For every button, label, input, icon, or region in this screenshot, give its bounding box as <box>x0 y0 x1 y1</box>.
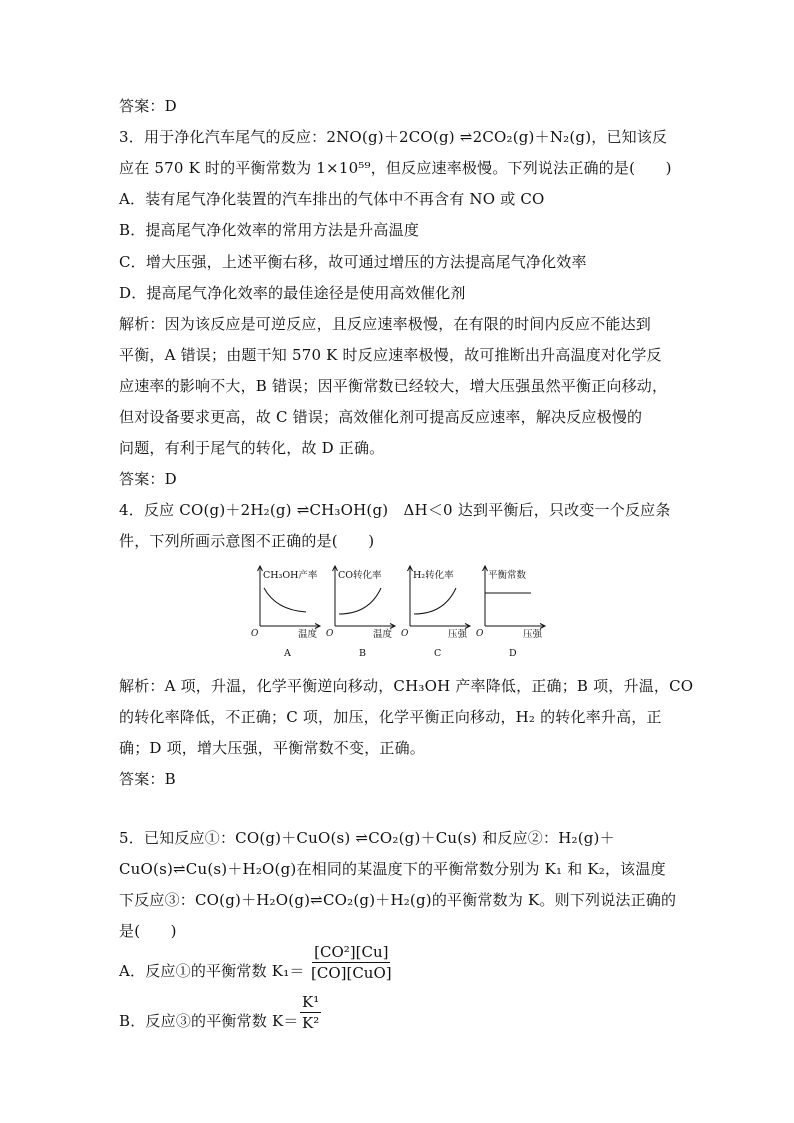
option-3d: D．提高尾气净化效率的最佳途径是使用高效催化剂 <box>119 284 466 302</box>
option-3a: A．装有尾气净化装置的汽车排出的气体中不再含有 NO 或 CO <box>119 190 545 208</box>
answer-q3: 答案：D <box>119 470 177 488</box>
analysis-3-line-5: 问题，有利于尾气的转化，故 D 正确。 <box>119 439 385 457</box>
fraction-denominator: [CO][CuO] <box>311 964 392 982</box>
x-axis-label: 压强 <box>523 629 543 640</box>
answer-q2: 答案：D <box>119 97 177 115</box>
x-axis-label: 压强 <box>448 629 468 640</box>
question-4-figures <box>250 560 550 662</box>
origin-label: O <box>476 629 484 639</box>
option-5b-fraction <box>300 993 321 1032</box>
graph-curve <box>339 588 381 614</box>
graph-letter: C <box>434 648 442 659</box>
graph-curve <box>264 588 306 612</box>
option-5b-label: B．反应③的平衡常数 K＝ <box>119 1012 299 1030</box>
graph-letter: B <box>359 648 366 659</box>
y-axis-label: 平衡常数 <box>488 570 527 581</box>
analysis-3-line-2: 平衡，A 错误；由题干知 570 K 时反应速率极慢，故可推断出升高温度对化学反 <box>119 346 662 364</box>
x-axis-label: 温度 <box>373 629 393 640</box>
analysis-3-line-4: 但对设备要求更高，故 C 错误；高效催化剂可提高反应速率，解决反应极慢的 <box>119 408 643 426</box>
question-4-line-2: 件，下列所画示意图不正确的是( ) <box>119 532 375 550</box>
graph-a <box>251 566 320 659</box>
y-axis-label: CH₃OH产率 <box>263 570 318 581</box>
question-5-line-4: 是( ) <box>119 922 177 940</box>
option-5a-fraction <box>311 943 392 982</box>
question-5-line-1: 5．已知反应①：CO(g)＋CuO(s) ⇌CO₂(g)＋Cu(s) 和反应②：H₂(g)＋ <box>119 829 615 847</box>
fraction-numerator: K¹ <box>302 993 320 1011</box>
x-axis-label: 温度 <box>298 629 318 640</box>
graph-c <box>401 566 470 659</box>
analysis-4-line-2: 的转化率降低，不正确；C 项，加压，化学平衡正向移动，H₂ 的转化率升高，正 <box>119 708 662 726</box>
analysis-3-line-1: 解析：因为该反应是可逆反应，且反应速率极慢，在有限的时间内反应不能达到 <box>119 315 652 333</box>
option-3c: C．增大压强，上述平衡右移，故可通过增压的方法提高尾气净化效率 <box>119 253 587 271</box>
origin-label: O <box>251 629 259 639</box>
option-5a-label: A．反应①的平衡常数 K₁＝ <box>119 962 305 980</box>
analysis-4-line-3: 确；D 项，增大压强，平衡常数不变，正确。 <box>119 739 425 757</box>
graph-b <box>326 566 395 659</box>
origin-label: O <box>326 629 334 639</box>
question-3-line-2: 应在 570 K 时的平衡常数为 1×10⁵⁹，但反应速率极慢。下列说法正确的是( ) <box>119 159 672 177</box>
graph-curve <box>414 588 456 614</box>
y-axis-label: CO转化率 <box>338 570 382 581</box>
question-5-line-3: 下反应③：CO(g)＋H₂O(g)⇌CO₂(g)＋H₂(g)的平衡常数为 K。则下列说法正确的 <box>119 891 677 909</box>
y-axis-label: H₂转化率 <box>413 570 454 581</box>
graph-d <box>476 566 545 659</box>
fraction-denominator: K² <box>302 1014 320 1032</box>
question-3-line-1: 3．用于净化汽车尾气的反应：2NO(g)＋2CO(g) ⇌2CO₂(g)＋N₂(g)，已知该反 <box>119 128 668 146</box>
graph-letter: A <box>284 648 291 659</box>
question-5-line-2: CuO(s)⇌Cu(s)＋H₂O(g)在相同的某温度下的平衡常数分别为 K₁ 和 K₂，该温度 <box>119 860 666 878</box>
answer-q4: 答案：B <box>119 770 176 788</box>
analysis-3-line-3: 应速率的影响不大，B 错误；因平衡常数已经较大，增大压强虽然平衡正向移动， <box>119 377 668 395</box>
fraction-numerator: [CO²][Cu] <box>314 943 389 961</box>
analysis-4-line-1: 解析：A 项，升温，化学平衡逆向移动，CH₃OH 产率降低，正确；B 项，升温，CO <box>119 677 694 695</box>
question-4-line-1: 4．反应 CO(g)＋2H₂(g) ⇌CH₃OH(g) ΔH＜0 达到平衡后，只改变一个反应条 <box>119 501 671 519</box>
option-3b: B．提高尾气净化效率的常用方法是升高温度 <box>119 221 420 239</box>
graph-letter: D <box>509 648 517 659</box>
origin-label: O <box>401 629 409 639</box>
